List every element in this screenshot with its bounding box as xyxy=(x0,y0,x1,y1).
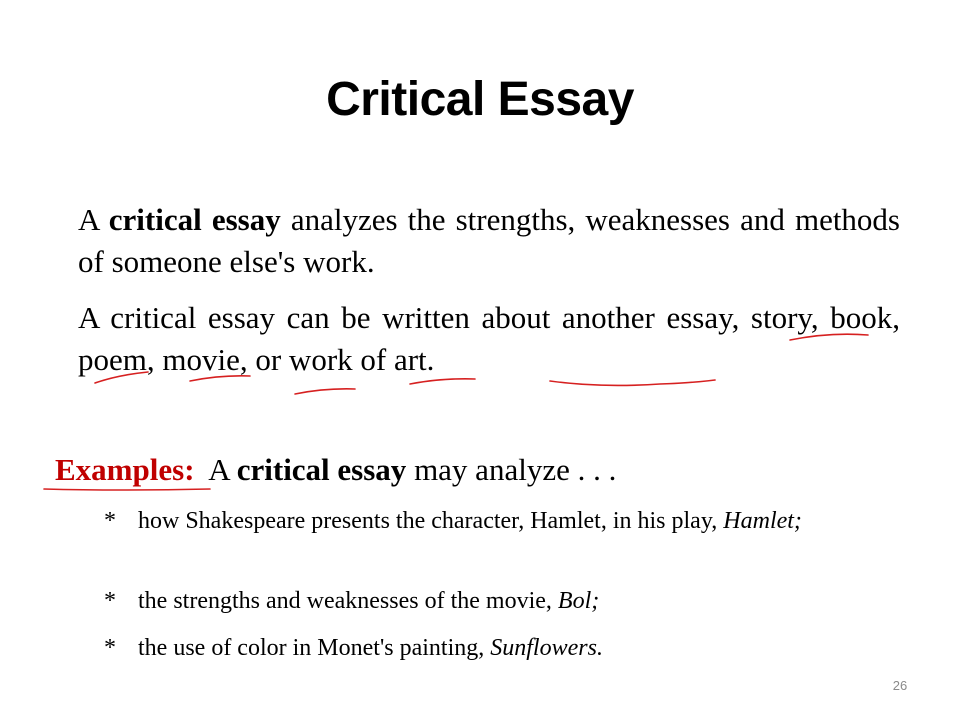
definition-term: critical essay xyxy=(108,202,281,237)
example-text: the strengths and weaknesses of the movie, xyxy=(138,588,558,614)
example-title: Sunflowers. xyxy=(490,635,603,661)
example-text: how Shakespeare presents the character, Hamlet, in his play, xyxy=(138,508,724,534)
definition-intro: A xyxy=(78,202,109,237)
topics-paragraph: A critical essay can be written about another essay, story, book, poem, movie, or work of art. xyxy=(78,300,900,377)
example-title: Hamlet; xyxy=(723,508,802,534)
example-item xyxy=(104,585,864,618)
example-text: the use of color in Monet's painting, xyxy=(138,635,491,661)
definition-text: analyzes the strengths, weaknesses and methods of someone else's work. xyxy=(78,202,901,279)
bullet-star: * xyxy=(104,588,116,614)
examples-label: Examples xyxy=(55,452,185,487)
example-item xyxy=(104,632,864,665)
examples-colon: : xyxy=(184,452,195,487)
slide-title: Critical Essay xyxy=(326,73,634,126)
example-item xyxy=(104,505,864,538)
definition-paragraph xyxy=(78,199,900,283)
examples-text: may analyze . . . xyxy=(406,452,617,487)
example-title: Bol; xyxy=(557,588,600,614)
examples-heading xyxy=(55,449,915,491)
underline-poem-mark xyxy=(295,389,355,394)
bullet-star: * xyxy=(104,508,116,534)
page-number: 26 xyxy=(892,678,908,693)
bullet-star: * xyxy=(104,635,116,661)
examples-intro: A xyxy=(194,452,237,487)
examples-term: critical essay xyxy=(236,452,407,487)
